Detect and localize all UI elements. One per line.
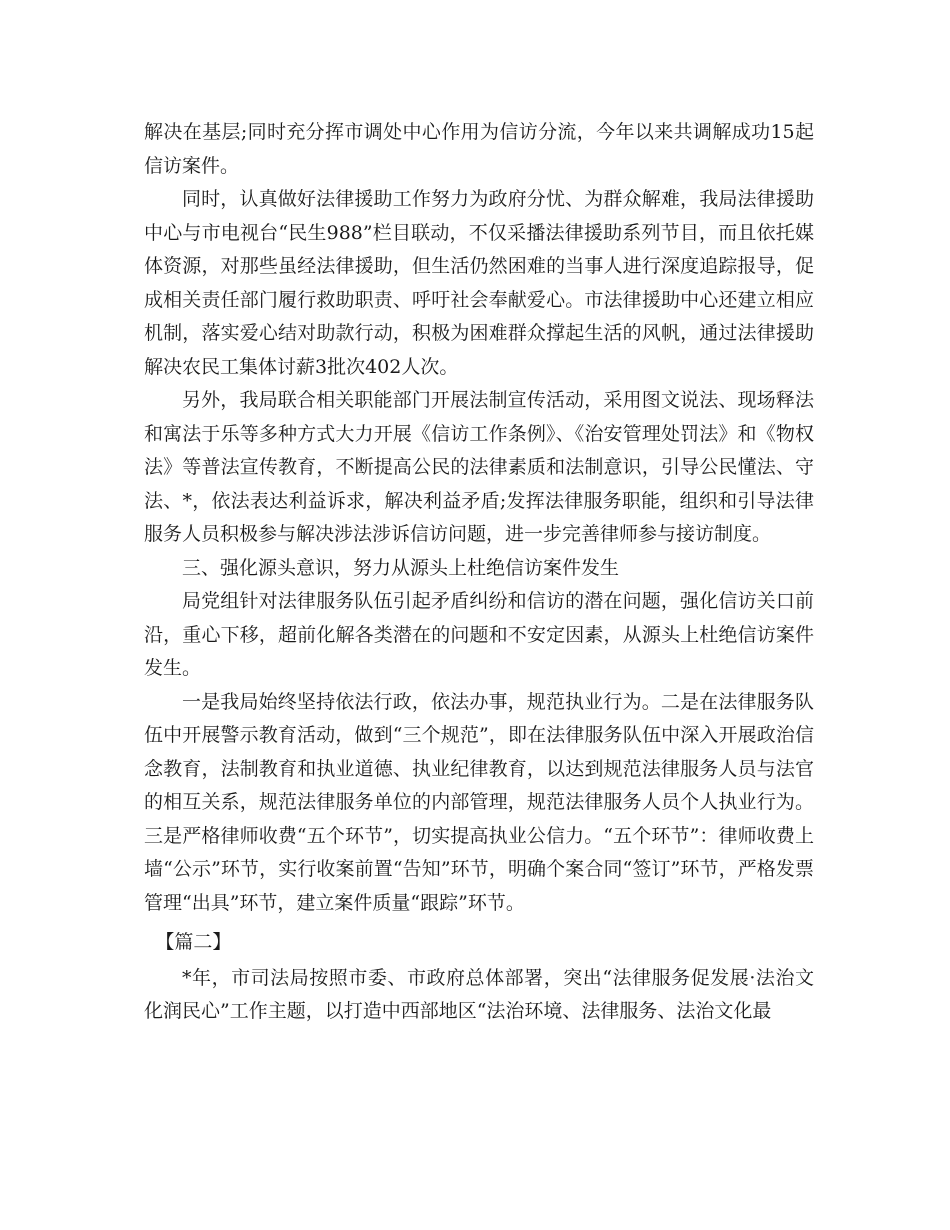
closing-paragraph: *年，市司法局按照市委、市政府总体部署，突出“法律服务促发展·法治文化润民心”工作主题，以打造中西部地区“法治环境、法律服务、法治文化最 <box>144 966 814 1022</box>
section-label: 【篇二】 <box>155 931 232 953</box>
paragraph-6: 一是我局始终坚持依法行政，依法办事，规范执业行为。二是在法律服务队伍中开展警示教育活动，做到“三个规范”，即在法律服务队伍中深入开展政治信念教育，法制教育和执业道德、执业纪律教育，以达到规范法律服务人员与法官的相互关系，规范法律服务单位的内部管理，规范法律服务人员个人执业行为。三是严格律师收费“五个环节”，切实提高执业公信力。“五个环节”：律师收费上墙“公示”环节，实行收案前置“告知”环节，明确个案合同“签订”环节，严格发票管理“出具”环节，建立案件质量“跟踪”环节。 <box>144 690 814 914</box>
paragraph-3: 另外，我局联合相关职能部门开展法制宣传活动，采用图文说法、现场释法和寓法于乐等多种方式大力开展《信访工作条例》、《治安管理处罚法》和《物权法》等普法宣传教育，不断提高公民的法律素质和法制意识，引导公民懂法、守法、*，依法表达利益诉求，解决利益矛盾;发挥法律服务职能，组织和引导法律服务人员积极参与解决涉法涉诉信访问题，进一步完善律师参与接访制度。 <box>144 389 814 545</box>
section-heading-3: 三、强化源头意识，努力从源头上杜绝信访案件发生 <box>182 556 620 579</box>
paragraph-1: 解决在基层;同时充分挥市调处中心作用为信访分流，今年以来共调解成功15起信访案件。 <box>144 121 814 177</box>
paragraph-2: 同时，认真做好法律援助工作努力为政府分忧、为群众解难，我局法律援助中心与市电视台“民生988”栏目联动，不仅采播法律援助系列节目，而且依托媒体资源，对那些虽经法律援助，但生活仍然困难的当事人进行深度追踪报导，促成相关责任部门履行救助职责、呼吁社会奉献爱心。市法律援助中心还建立相应机制，落实爱心结对助款行动，积极为困难群众撑起生活的风帆，通过法律援助解决农民工集体讨薪3批次402人次。 <box>144 188 814 378</box>
document-body <box>144 116 814 1029</box>
paragraph-5: 局党组针对法律服务队伍引起矛盾纠纷和信访的潜在问题，强化信访关口前沿，重心下移，超前化解各类潜在的问题和不安定因素，从源头上杜绝信访案件发生。 <box>144 590 814 679</box>
